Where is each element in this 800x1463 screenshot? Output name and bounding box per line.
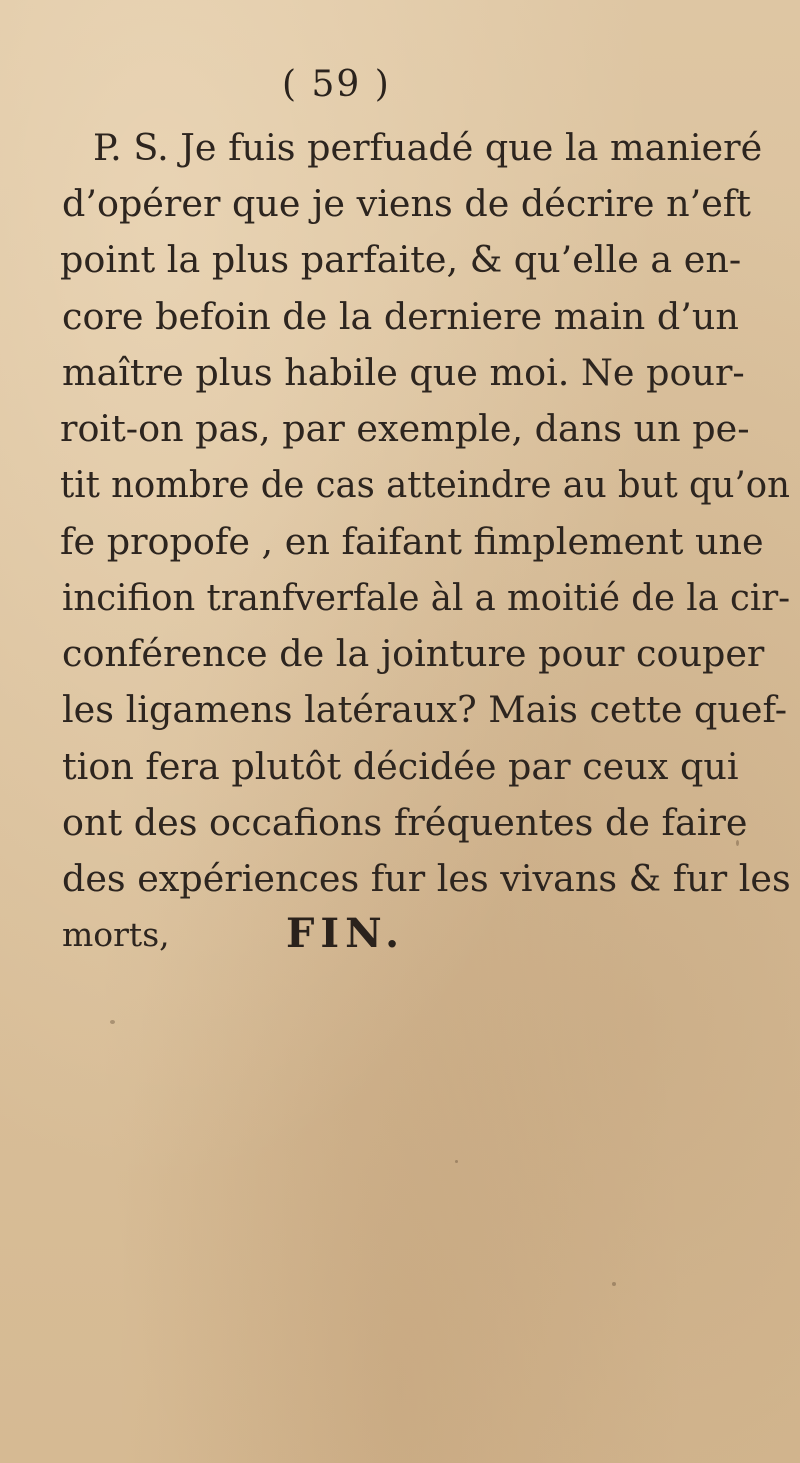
text-line: roit-on pas, par exemple, dans un pe- bbox=[60, 407, 750, 450]
text-line: fe propofe , en faifant fimplement une bbox=[60, 520, 764, 563]
paper-speck bbox=[455, 1160, 458, 1163]
text-line: morts, bbox=[62, 915, 170, 954]
text-line: incifion tranfverfale àl a moitié de la cir- bbox=[62, 576, 791, 619]
text-line: ont des occafions fréquentes de faire bbox=[62, 801, 748, 844]
paper-speck bbox=[612, 1282, 616, 1286]
text-line: P. S. Je fuis perfuadé que la manieré bbox=[93, 126, 763, 169]
paper-speck bbox=[110, 1020, 115, 1024]
text-line: les ligamens latéraux? Mais cette quef- bbox=[62, 688, 788, 731]
text-line: point la plus parfaite, & qu’elle a en- bbox=[60, 238, 742, 281]
text-line: core befoin de la derniere main d’un bbox=[62, 295, 739, 338]
paper-speck bbox=[736, 840, 739, 846]
text-line: tion fera plutôt décidée par ceux qui bbox=[62, 745, 739, 788]
text-line: maître plus habile que moi. Ne pour- bbox=[62, 351, 745, 394]
page-number: ( 59 ) bbox=[282, 64, 391, 105]
text-line: conférence de la jointure pour couper bbox=[62, 632, 765, 675]
end-mark: FIN. bbox=[286, 910, 406, 957]
text-line: tit nombre de cas atteindre au but qu’on bbox=[60, 463, 790, 506]
text-line: d’opérer que je viens de décrire n’eft bbox=[62, 182, 751, 225]
text-line: des expériences fur les vivans & fur les bbox=[62, 857, 791, 900]
